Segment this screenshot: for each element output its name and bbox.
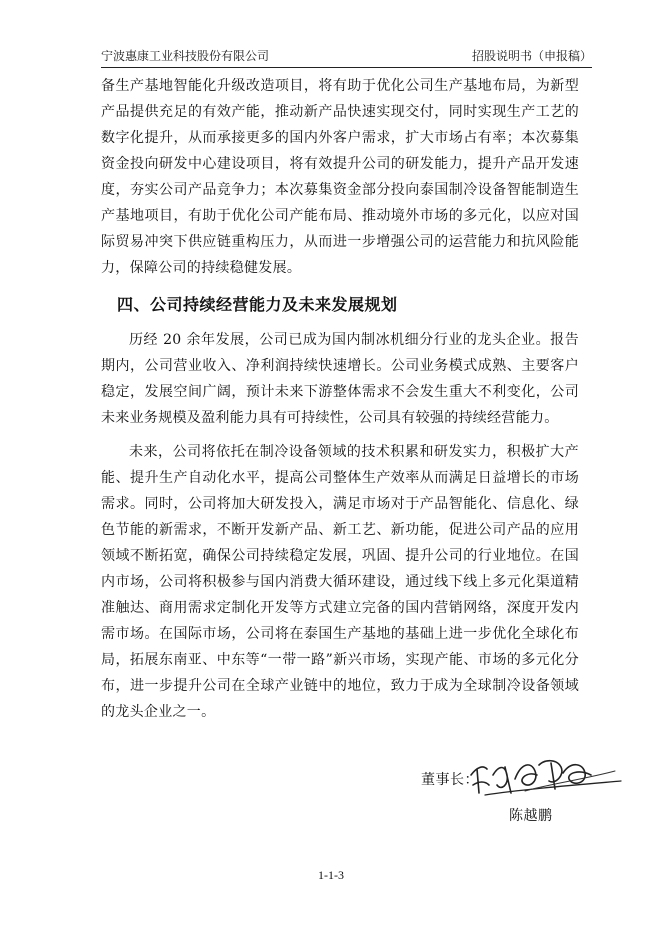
handwritten-signature — [465, 745, 625, 805]
header-company: 宁波惠康工业科技股份有限公司 — [101, 49, 270, 63]
page-body — [101, 73, 579, 725]
signature-block — [395, 745, 625, 835]
page-header — [101, 44, 592, 68]
paragraph-future-plan: 未来，公司将依托在制冷设备领域的技术积累和研发实力，积极扩大产能、提升生产自动化水平，提高公司整体生产效率从而满足日益增长的市场需求。同时，公司将加大研发投入，满足市场对于产品智能化、信息化、绿色节能的新需求，不断开发新产品、新工艺、新功能，促进公司产品的应用领域不断拓宽，确保公司持续稳定发展，巩固、提升公司的行业地位。在国内市场，公司将积极参与国内消费大循环建设，通过线下线上多元化渠道精准触达、商用需求定制化开发等方式建立完备的国内营销网络，深度开发内需市场。在国际市场，公司将在泰国生产基地的基础上进一步优化全球化布局，拓展东南亚、中东等“一带一路”新兴市场，实现产能、市场的多元化分布，进一步提升公司在全球产业链中的地位，致力于成为全球制冷设备领域的龙头企业之一。 — [101, 444, 579, 720]
chairman-name: 陈越鹏 — [509, 808, 553, 824]
paragraph-operating-ability: 历经 20 余年发展，公司已成为国内制冰机细分行业的龙头企业。报告期内，公司营业收入、净利润持续快速增长。公司业务模式成熟、主要客户稳定，发展空间广阔，预计未来下游整体需求不会发生重大不利变化，公司未来业务规模及盈利能力具有可持续性，公司具有较强的持续经营能力。 — [101, 332, 579, 426]
chairman-label: 董事长： — [421, 772, 479, 788]
paragraph-continued: 备生产基地智能化升级改造项目，将有助于优化公司生产基地布局，为新型产品提供充足的有效产能，推动新产品快速实现交付，同时实现生产工艺的数字化提升，从而承接更多的国内外客户需求，扩大市场占有率；本次募集资金投向研发中心建设项目，将有效提升公司的研发能力，提升产品开发速度，夯实公司产品竞争力；本次募集资金部分投向泰国制冷设备智能制造生产基地项目，有助于优化公司产能布局、推动境外市场的多元化，以应对国际贸易冲突下供应链重构压力，从而进一步增强公司的运营能力和抗风险能力，保障公司的持续稳健发展。 — [101, 78, 579, 276]
page-number: 1-1-3 — [318, 868, 344, 882]
header-doc-type: 招股说明书（申报稿） — [471, 49, 592, 63]
section-title: 四、公司持续经营能力及未来发展规划 — [117, 295, 398, 314]
